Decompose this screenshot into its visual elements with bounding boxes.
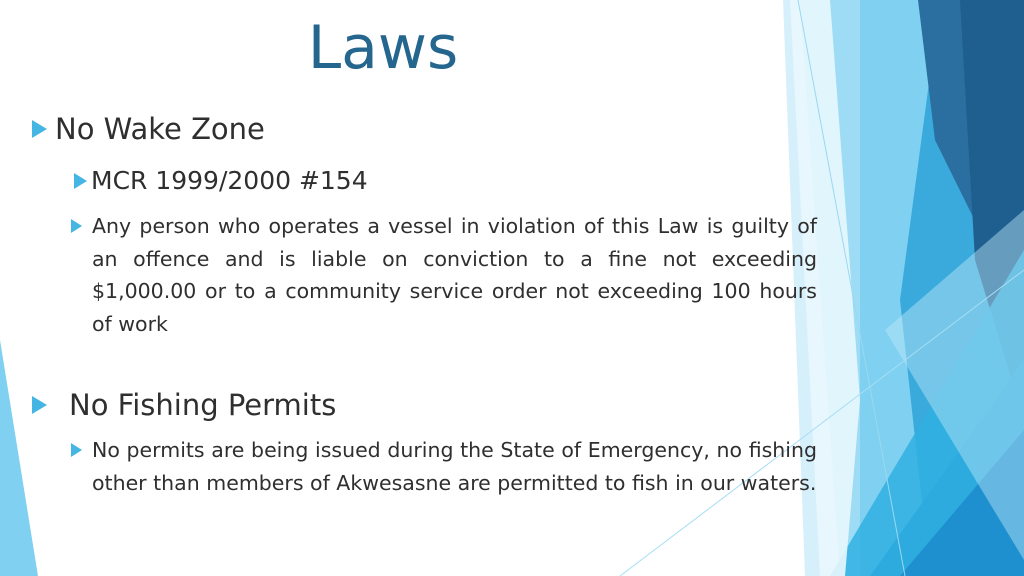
bullet-arrow-icon	[32, 396, 47, 414]
bullet-no-wake-zone	[32, 113, 265, 145]
bullet-penalty-text	[71, 210, 817, 340]
bullet-heading: No Wake Zone	[55, 112, 265, 146]
bullet-arrow-icon	[71, 219, 82, 233]
bullet-arrow-icon	[32, 120, 47, 138]
bullet-body: No permits are being issued during the State of Emergency, no fishing other than members of Akwesasne are permitted to fish in our waters.	[92, 438, 817, 495]
bullet-permits-text	[71, 434, 817, 499]
bullet-subheading: MCR 1999/2000 #154	[91, 166, 368, 195]
facet-left-corner	[0, 340, 38, 576]
bullet-mcr-reference	[74, 166, 368, 196]
bullet-heading: No Fishing Permits	[69, 388, 337, 422]
bullet-body: Any person who operates a vessel in violation of this Law is guilty of an offence and is liable on conviction to a fine not exceeding $1,000.00 or to a community service order not exceeding 100 hours of work	[92, 214, 817, 336]
bullet-no-fishing-permits	[32, 389, 336, 421]
bullet-arrow-icon	[71, 443, 82, 457]
slide-title: Laws	[307, 13, 459, 83]
bullet-arrow-icon	[74, 173, 87, 189]
